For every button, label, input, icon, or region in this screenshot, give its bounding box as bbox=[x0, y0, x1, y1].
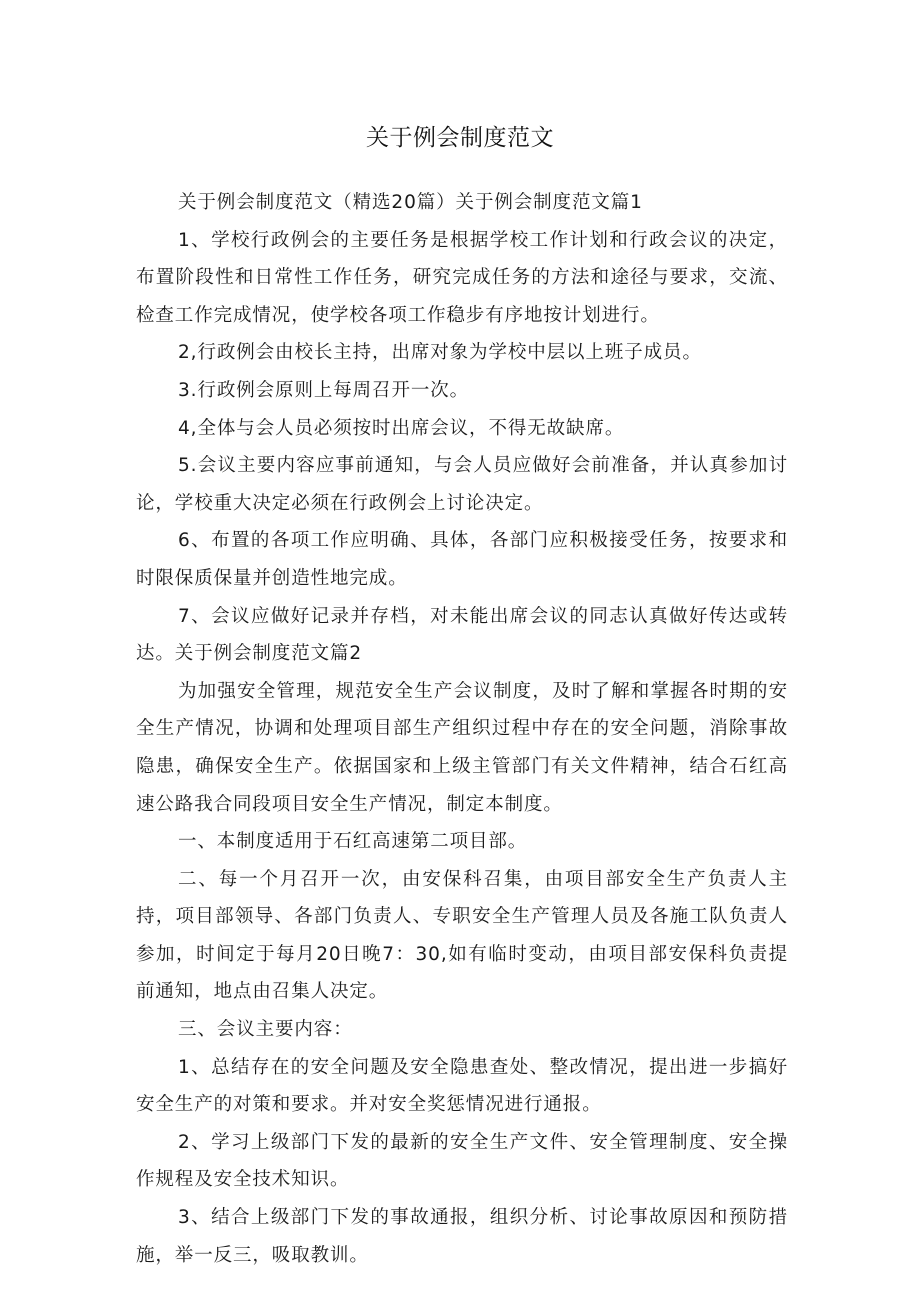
paragraph: 3.行政例会原则上每周召开一次。 bbox=[178, 379, 470, 401]
document-title: 关于例会制度范文 bbox=[366, 125, 554, 151]
paragraph: 6、布置的各项工作应明确、具体，各部门应积极接受任务，按要求和时限保质保量并创造性地完成。 bbox=[136, 530, 788, 589]
paragraph: 2、学习上级部门下发的最新的安全生产文件、安全管理制度、安全操作规程及安全技术知识。 bbox=[136, 1131, 788, 1191]
paragraph: 三、会议主要内容： bbox=[178, 1019, 353, 1041]
paragraph: 5.会议主要内容应事前通知，与会人员应做好会前准备，并认真参加讨论，学校重大决定必须在行政例会上讨论决定。 bbox=[136, 455, 788, 514]
document-body bbox=[136, 184, 788, 1274]
paragraph: 1、总结存在的安全问题及安全隐患查处、整改情况，提出进一步搞好安全生产的对策和要求。并对安全奖惩情况进行通报。 bbox=[136, 1056, 788, 1116]
paragraph: 2,行政例会由校长主持，出席对象为学校中层以上班子成员。 bbox=[178, 342, 702, 364]
paragraph-intro: 关于例会制度范文（精选20篇）关于例会制度范文篇1 bbox=[178, 192, 643, 213]
paragraph: 7、会议应做好记录并存档，对未能出席会议的同志认真做好传达或转达。关于例会制度范文篇2 bbox=[136, 605, 788, 665]
paragraph: 4,全体与会人员必须按时出席会议，不得无故缺席。 bbox=[178, 417, 625, 439]
paragraph: 3、结合上级部门下发的事故通报，组织分析、讨论事故原因和预防措施，举一反三，吸取教训。 bbox=[136, 1207, 788, 1266]
paragraph: 一、本制度适用于石红高速第二项目部。 bbox=[178, 831, 528, 853]
paragraph: 1、学校行政例会的主要任务是根据学校工作计划和行政会议的决定，布置阶段性和日常性工作任务，研究完成任务的方法和途径与要求，交流、检查工作完成情况，使学校各项工作稳步有序地按计划进行。 bbox=[136, 229, 788, 326]
paragraph: 为加强安全管理，规范安全生产会议制度，及时了解和掌握各时期的安全生产情况，协调和处理项目部生产组织过程中存在的安全问题，消除事故隐患，确保安全生产。依据国家和上级主管部门有关文件精神，结合石红高速公路我合同段项目安全生产情况，制定本制度。 bbox=[136, 680, 788, 815]
paragraph: 二、每一个月召开一次，由安保科召集，由项目部安全生产负责人主持，项目部领导、各部门负责人、专职安全生产管理人员及各施工队负责人参加，时间定于每月20日晚7：30,如有临时变动，由项目部安保科负责提前通知，地点由召集人决定。 bbox=[136, 868, 788, 1003]
